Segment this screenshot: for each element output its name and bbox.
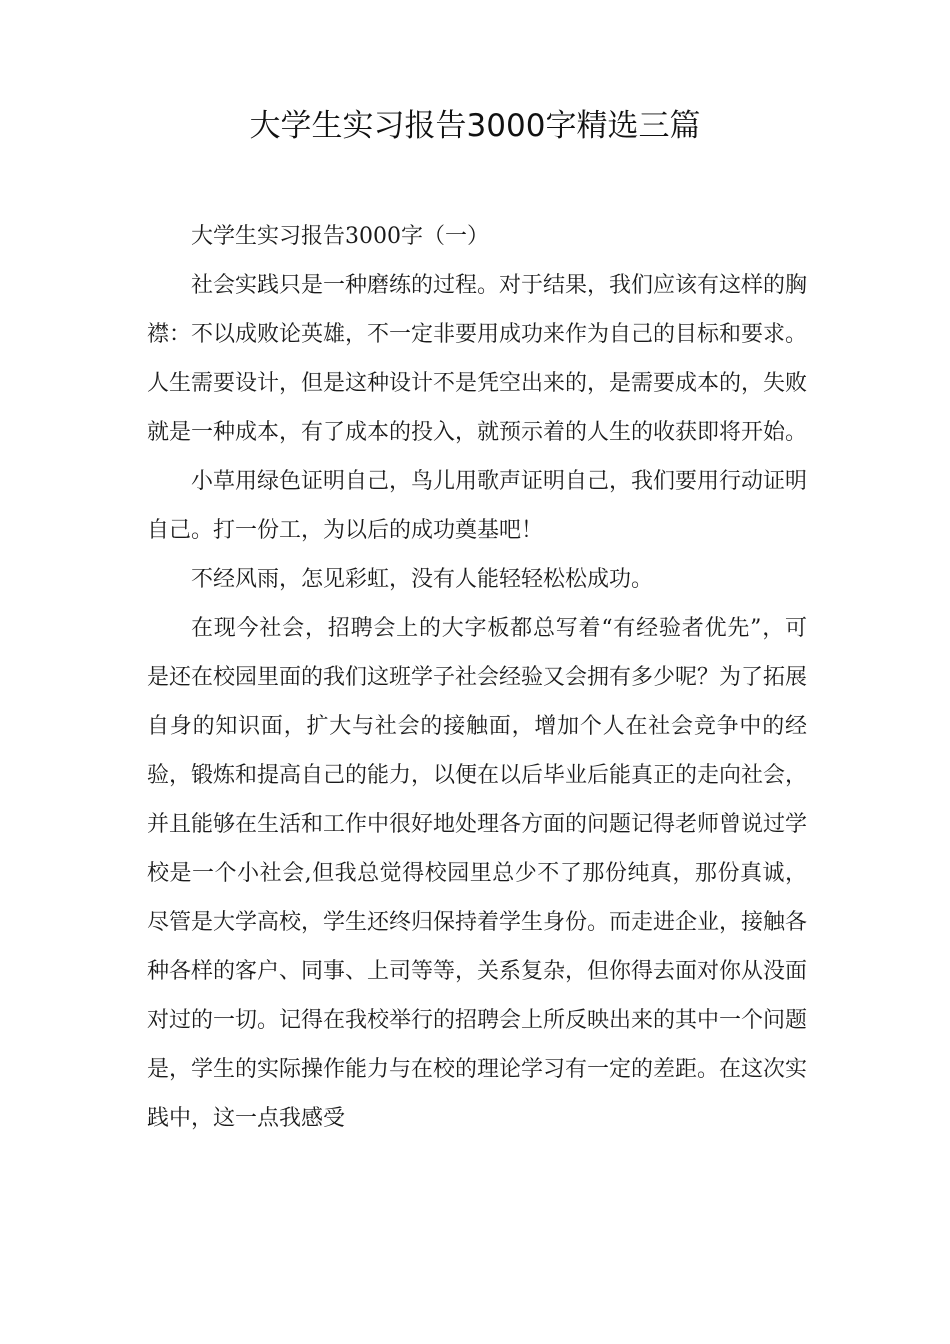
paragraph: 小草用绿色证明自己，鸟儿用歌声证明自己，我们要用行动证明自己。打一份工，为以后的成功奠基吧！ — [147, 469, 808, 543]
paragraph: 不经风雨，怎见彩虹，没有人能轻轻松松成功。 — [191, 567, 654, 592]
document-title: 大学生实习报告3000字精选三篇 — [249, 108, 701, 144]
paragraph: 在现今社会，招聘会上的大字板都总写着“有经验者优先”，可是还在校园里面的我们这班学子社会经验又会拥有多少呢？为了拓展自身的知识面，扩大与社会的接触面，增加个人在社会竞争中的经验，锻炼和提高自己的能力，以便在以后毕业后能真正的走向社会，并且能够在生活和工作中很好地处理各方面的问题记得老师曾说过学校是一个小社会,但我总觉得校园里总少不了那份纯真，那份真诚，尽管是大学高校，学生还终归保持着学生身份。而走进企业，接触各种各样的客户、同事、上司等等，关系复杂，但你得去面对你从没面对过的一切。记得在我校举行的招聘会上所反映出来的其中一个问题是，学生的实际操作能力与在校的理论学习有一定的差距。在这次实践中，这一点我感受 — [147, 616, 808, 1131]
document-body — [147, 212, 807, 1143]
paragraph: 社会实践只是一种磨练的过程。对于结果，我们应该有这样的胸襟：不以成败论英雄，不一定非要用成功来作为自己的目标和要求。人生需要设计，但是这种设计不是凭空出来的，是需要成本的，失败就是一种成本，有了成本的投入，就预示着的人生的收获即将开始。 — [147, 273, 808, 445]
section-heading: 大学生实习报告3000字（一） — [191, 224, 489, 249]
